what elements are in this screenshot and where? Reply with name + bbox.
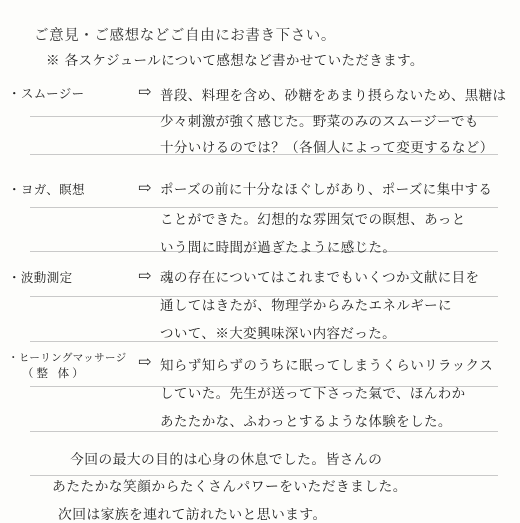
form-heading: ご意見・ご感想などご自由にお書き下さい。 (34, 28, 336, 44)
item-label (8, 350, 144, 381)
comment-line: 普段、料理を含め、砂糖をあまり摂らないため、黒糖は (160, 88, 507, 104)
comment-line: ことができた。幻想的な雰囲気での瞑想、あっと (160, 212, 466, 228)
comment-line: 通してはきたが、物理学からみたエネルギーに (160, 298, 452, 314)
arrow-icon: ⇨ (138, 82, 152, 101)
comment-line: 知らず知らずのうちに眠ってしまうくらいリラックス (160, 358, 494, 374)
comment-line: していた。先生が送って下さった氣で、ほんわか (160, 386, 466, 402)
arrow-icon: ⇨ (138, 178, 152, 197)
comment-line: いう間に時間が過ぎたように感じた。 (160, 240, 397, 256)
summary-line: あたたかな笑顔からたくさんパワーをいただきました。 (52, 479, 407, 495)
item-sublabel: （整 体） (22, 366, 87, 380)
comment-line: 少々刺激が強く感じた。野菜のみのスムージーでも (160, 114, 479, 130)
comment-line: ついて、※大変興味深い内容だった。 (160, 326, 397, 342)
item-label: ・ヨガ、瞑想 (8, 182, 85, 197)
arrow-icon: ⇨ (138, 266, 152, 285)
item-label: ・波動測定 (8, 270, 73, 285)
ruled-line (30, 431, 498, 432)
comment-line: 魂の存在についてはこれまでもいくつか文献に目を (160, 270, 480, 286)
item-label: ・スムージー (8, 86, 85, 101)
comment-line: 十分いけるのでは？（各個人によって変更するなど） (160, 140, 494, 156)
item-label-text: ・ヒーリングマッサージ (8, 352, 127, 364)
comment-line: あたたかな、ふわっとするような体験をした。 (160, 414, 452, 430)
comment-line: ポーズの前に十分なほぐしがあり、ポーズに集中する (160, 182, 493, 198)
arrow-icon: ⇨ (138, 352, 152, 371)
summary-line: 次回は家族を連れて訪れたいと思います。 (58, 507, 327, 523)
summary-line: 今回の最大の目的は心身の休息でした。皆さんの (70, 452, 383, 468)
intro-note: ※ 各スケジュールについて感想など書かせていただきます。 (46, 53, 424, 69)
